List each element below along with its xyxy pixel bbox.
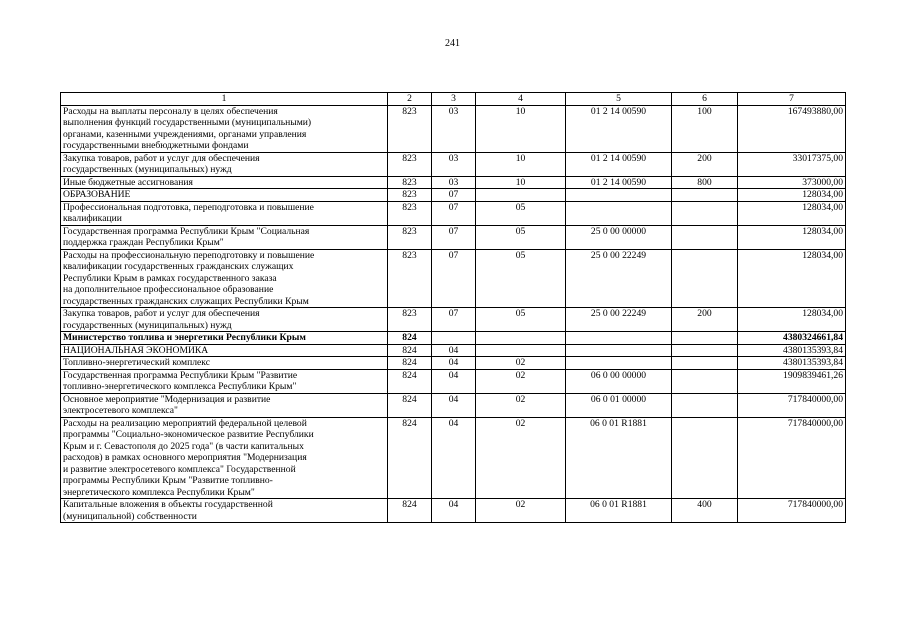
row-target-article: 06 0 01 R1881 xyxy=(566,499,672,523)
row-description: Иные бюджетные ассигнования xyxy=(61,176,388,189)
row-section-code xyxy=(432,332,476,345)
row-description: ОБРАЗОВАНИЕ xyxy=(61,189,388,202)
row-expense-type xyxy=(672,393,738,417)
column-header: 4 xyxy=(476,93,566,106)
row-section-code: 03 xyxy=(432,105,476,152)
table-row xyxy=(61,344,846,357)
table-row xyxy=(61,499,846,523)
row-amount: 128034,00 xyxy=(738,308,846,332)
column-header: 7 xyxy=(738,93,846,106)
row-amount: 1909839461,26 xyxy=(738,369,846,393)
row-subsection-code: 02 xyxy=(476,357,566,370)
row-subsection-code: 02 xyxy=(476,417,566,499)
row-subsection-code: 02 xyxy=(476,393,566,417)
table-row xyxy=(61,152,846,176)
row-section-code: 04 xyxy=(432,417,476,499)
row-ministry-code: 823 xyxy=(388,176,432,189)
row-expense-type: 200 xyxy=(672,308,738,332)
row-target-article xyxy=(566,201,672,225)
row-target-article xyxy=(566,344,672,357)
row-target-article: 25 0 00 22249 xyxy=(566,249,672,308)
table-row xyxy=(61,369,846,393)
row-amount: 717840000,00 xyxy=(738,499,846,523)
row-expense-type xyxy=(672,225,738,249)
table-row xyxy=(61,393,846,417)
row-description: Расходы на профессиональную переподготовку и повышение квалификации государственных гражданских служащих Республики Крым в рамках государственного заказа на дополнительное профессиональное образование государственных гражданских служащих Республики Крым xyxy=(61,249,388,308)
row-description: Топливно-энергетический комплекс xyxy=(61,357,388,370)
row-subsection-code xyxy=(476,332,566,345)
row-target-article: 06 0 01 00000 xyxy=(566,393,672,417)
row-description: НАЦИОНАЛЬНАЯ ЭКОНОМИКА xyxy=(61,344,388,357)
header-row xyxy=(61,93,846,106)
row-subsection-code xyxy=(476,189,566,202)
table-row xyxy=(61,308,846,332)
row-subsection-code: 05 xyxy=(476,201,566,225)
row-target-article: 06 0 00 00000 xyxy=(566,369,672,393)
row-amount: 4380135393,84 xyxy=(738,344,846,357)
table-row xyxy=(61,225,846,249)
row-section-code: 04 xyxy=(432,369,476,393)
row-target-article: 01 2 14 00590 xyxy=(566,152,672,176)
row-section-code: 03 xyxy=(432,176,476,189)
row-subsection-code: 05 xyxy=(476,308,566,332)
budget-table xyxy=(60,92,846,523)
row-section-code: 04 xyxy=(432,393,476,417)
table-row xyxy=(61,201,846,225)
row-section-code: 04 xyxy=(432,344,476,357)
row-subsection-code: 10 xyxy=(476,176,566,189)
row-target-article xyxy=(566,189,672,202)
column-header: 5 xyxy=(566,93,672,106)
row-description: Закупка товаров, работ и услуг для обеспечения государственных (муниципальных) нужд xyxy=(61,152,388,176)
row-amount: 4380324661,84 xyxy=(738,332,846,345)
row-ministry-code: 823 xyxy=(388,249,432,308)
row-ministry-code: 824 xyxy=(388,417,432,499)
column-header: 3 xyxy=(432,93,476,106)
row-ministry-code: 823 xyxy=(388,201,432,225)
row-description: Закупка товаров, работ и услуг для обеспечения государственных (муниципальных) нужд xyxy=(61,308,388,332)
row-target-article: 06 0 01 R1881 xyxy=(566,417,672,499)
row-expense-type xyxy=(672,332,738,345)
row-subsection-code: 05 xyxy=(476,225,566,249)
row-ministry-code: 824 xyxy=(388,357,432,370)
row-description: Профессиональная подготовка, переподготовка и повышение квалификации xyxy=(61,201,388,225)
row-expense-type xyxy=(672,344,738,357)
row-expense-type: 100 xyxy=(672,105,738,152)
row-description: Государственная программа Республики Крым "Социальная поддержка граждан Республики Крым" xyxy=(61,225,388,249)
row-subsection-code: 05 xyxy=(476,249,566,308)
row-section-code: 07 xyxy=(432,308,476,332)
row-subsection-code: 02 xyxy=(476,499,566,523)
row-subsection-code xyxy=(476,344,566,357)
row-ministry-code: 824 xyxy=(388,499,432,523)
row-section-code: 04 xyxy=(432,357,476,370)
row-target-article: 01 2 14 00590 xyxy=(566,176,672,189)
row-description: Расходы на выплаты персоналу в целях обеспечения выполнения функций государственными (муниципальными) органами, казенными учреждениями, органами управления государственными внебюджетными фондами xyxy=(61,105,388,152)
row-expense-type xyxy=(672,369,738,393)
row-ministry-code: 824 xyxy=(388,369,432,393)
table-row xyxy=(61,332,846,345)
row-description: Государственная программа Республики Крым "Развитие топливно-энергетического комплекса Республики Крым" xyxy=(61,369,388,393)
row-amount: 4380135393,84 xyxy=(738,357,846,370)
row-section-code: 03 xyxy=(432,152,476,176)
row-target-article: 25 0 00 22249 xyxy=(566,308,672,332)
row-ministry-code: 823 xyxy=(388,225,432,249)
table-row xyxy=(61,105,846,152)
row-ministry-code: 823 xyxy=(388,308,432,332)
row-expense-type xyxy=(672,417,738,499)
row-expense-type: 200 xyxy=(672,152,738,176)
column-header: 6 xyxy=(672,93,738,106)
row-ministry-code: 823 xyxy=(388,105,432,152)
row-description: Основное мероприятие "Модернизация и развитие электросетевого комплекса" xyxy=(61,393,388,417)
row-amount: 717840000,00 xyxy=(738,393,846,417)
row-expense-type: 400 xyxy=(672,499,738,523)
row-section-code: 07 xyxy=(432,225,476,249)
row-amount: 128034,00 xyxy=(738,249,846,308)
row-expense-type: 800 xyxy=(672,176,738,189)
row-target-article: 25 0 00 00000 xyxy=(566,225,672,249)
row-section-code: 04 xyxy=(432,499,476,523)
row-amount: 33017375,00 xyxy=(738,152,846,176)
table-row xyxy=(61,417,846,499)
row-subsection-code: 10 xyxy=(476,152,566,176)
row-amount: 128034,00 xyxy=(738,225,846,249)
row-subsection-code: 02 xyxy=(476,369,566,393)
row-amount: 128034,00 xyxy=(738,189,846,202)
table-row xyxy=(61,357,846,370)
row-description: Расходы на реализацию мероприятий федеральной целевой программы "Социально-экономическое развитие Республики Крым и г. Севастополя до 2025 года" (в части капитальных расходов) в рамках основного мероприятия "Модернизация и развитие электросетевого комплекса" Государственной программы Республики Крым "Развитие топливно- энергетического комплекса Республики Крым" xyxy=(61,417,388,499)
row-ministry-code: 823 xyxy=(388,189,432,202)
table-row xyxy=(61,189,846,202)
page-number: 241 xyxy=(445,38,460,49)
row-expense-type xyxy=(672,249,738,308)
row-expense-type xyxy=(672,189,738,202)
row-ministry-code: 824 xyxy=(388,344,432,357)
column-header: 2 xyxy=(388,93,432,106)
row-target-article xyxy=(566,357,672,370)
row-section-code: 07 xyxy=(432,249,476,308)
row-amount: 373000,00 xyxy=(738,176,846,189)
row-description: Капитальные вложения в объекты государственной (муниципальной) собственности xyxy=(61,499,388,523)
column-header: 1 xyxy=(61,93,388,106)
row-ministry-code: 824 xyxy=(388,393,432,417)
row-amount: 167493880,00 xyxy=(738,105,846,152)
row-expense-type xyxy=(672,357,738,370)
row-section-code: 07 xyxy=(432,189,476,202)
row-ministry-code: 823 xyxy=(388,152,432,176)
row-expense-type xyxy=(672,201,738,225)
row-subsection-code: 10 xyxy=(476,105,566,152)
table-row xyxy=(61,249,846,308)
row-description: Министерство топлива и энергетики Республики Крым xyxy=(61,332,388,345)
row-ministry-code: 824 xyxy=(388,332,432,345)
row-target-article xyxy=(566,332,672,345)
row-target-article: 01 2 14 00590 xyxy=(566,105,672,152)
row-section-code: 07 xyxy=(432,201,476,225)
row-amount: 717840000,00 xyxy=(738,417,846,499)
row-amount: 128034,00 xyxy=(738,201,846,225)
table-row xyxy=(61,176,846,189)
